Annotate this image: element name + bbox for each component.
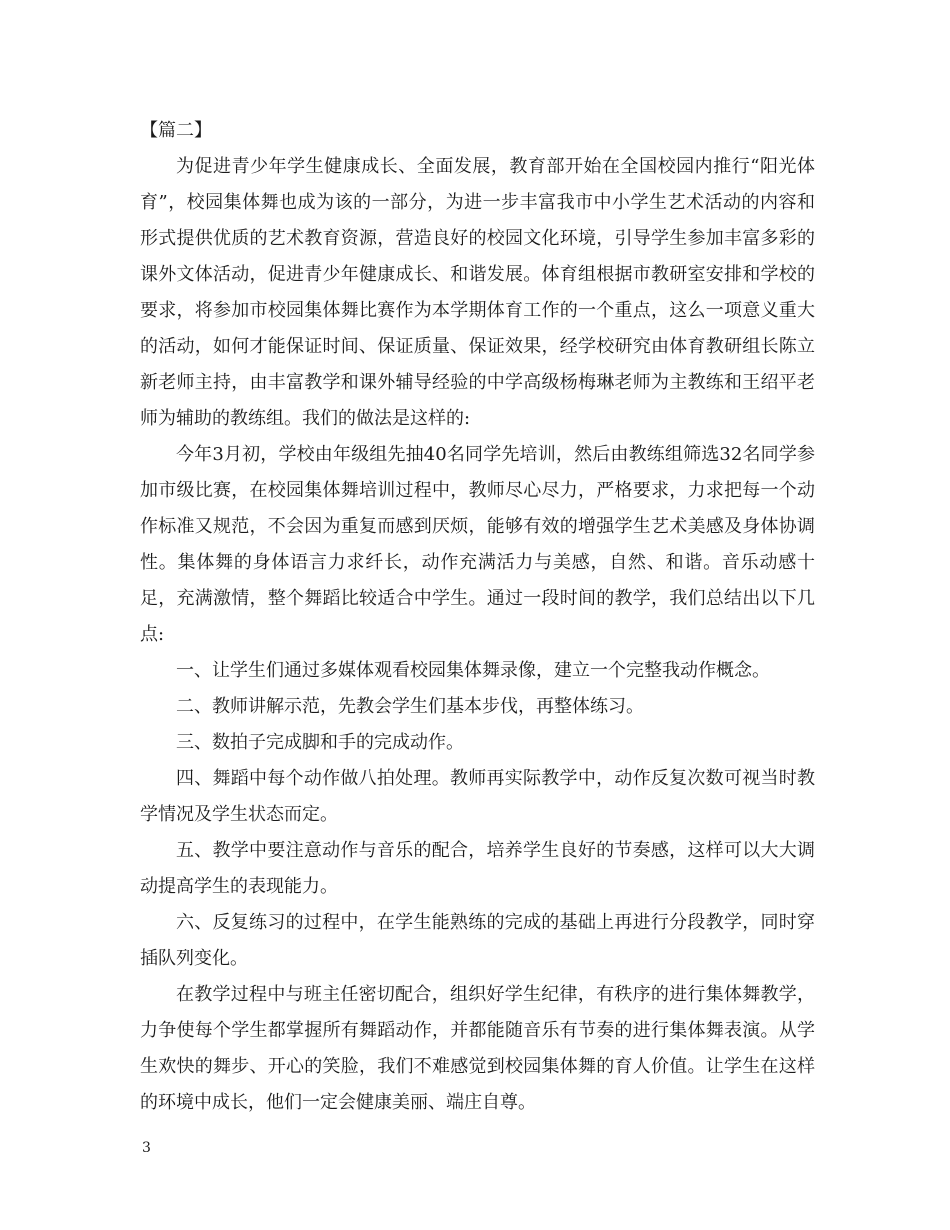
list-item-4: 四、舞蹈中每个动作做八拍处理。教师再实际教学中，动作反复次数可视当时教学情况及学生状态而定。 xyxy=(140,768,815,825)
paragraph-intro: 为促进青少年学生健康成长、全面发展，教育部开始在全国校园内推行“阳光体育”，校园集体舞也成为该的一部分，为进一步丰富我市中小学生艺术活动的内容和形式提供优质的艺术教育资源，营造良好的校园文化环境，引导学生参加丰富多彩的课外文体活动，促进青少年健康成长、和谐发展。体育组根据市教研室安排和学校的要求，将参加市校园集体舞比赛作为本学期体育工作的一个重点，这么一项意义重大的活动，如何才能保证时间、保证质量、保证效果，经学校研究由体育教研组长陈立新老师主持，由丰富教学和课外辅导经验的中学高级杨梅琳老师为主教练和王绍平老师为辅助的教练组。我们的做法是这样的: xyxy=(140,156,815,429)
list-item-5: 五、教学中要注意动作与音乐的配合，培养学生良好的节奏感，这样可以大大调动提高学生的表现能力。 xyxy=(140,840,815,897)
paragraph-conclusion: 在教学过程中与班主任密切配合，组织好学生纪律，有秩序的进行集体舞教学，力争使每个学生都掌握所有舞蹈动作，并都能随音乐有节奏的进行集体舞表演。从学生欢快的舞步、开心的笑脸，我们不难感觉到校园集体舞的育人价值。让学生在这样的环境中成长，他们一定会健康美丽、端庄自尊。 xyxy=(140,984,815,1113)
section-title: 【篇二】 xyxy=(140,120,212,141)
page-number: 3 xyxy=(142,1140,151,1156)
list-item-2: 二、教师讲解示范，先教会学生们基本步伐，再整体练习。 xyxy=(176,696,644,717)
list-item-1: 一、让学生们通过多媒体观看校园集体舞录像，建立一个完整我动作概念。 xyxy=(176,660,770,681)
list-item-3: 三、数拍子完成脚和手的完成动作。 xyxy=(176,732,464,753)
list-item-6: 六、反复练习的过程中，在学生能熟练的完成的基础上再进行分段教学，同时穿插队列变化。 xyxy=(140,912,815,969)
document-body xyxy=(140,113,815,1121)
paragraph-training: 今年3月初，学校由年级组先抽40名同学先培训，然后由教练组筛选32名同学参加市级比赛，在校园集体舞培训过程中，教师尽心尽力，严格要求，力求把每一个动作标准又规范，不会因为重复而感到厌烦，能够有效的增强学生艺术美感及身体协调性。集体舞的身体语言力求纤长，动作充满活力与美感，自然、和谐。音乐动感十足，充满激情，整个舞蹈比较适合中学生。通过一段时间的教学，我们总结出以下几点: xyxy=(140,444,815,645)
